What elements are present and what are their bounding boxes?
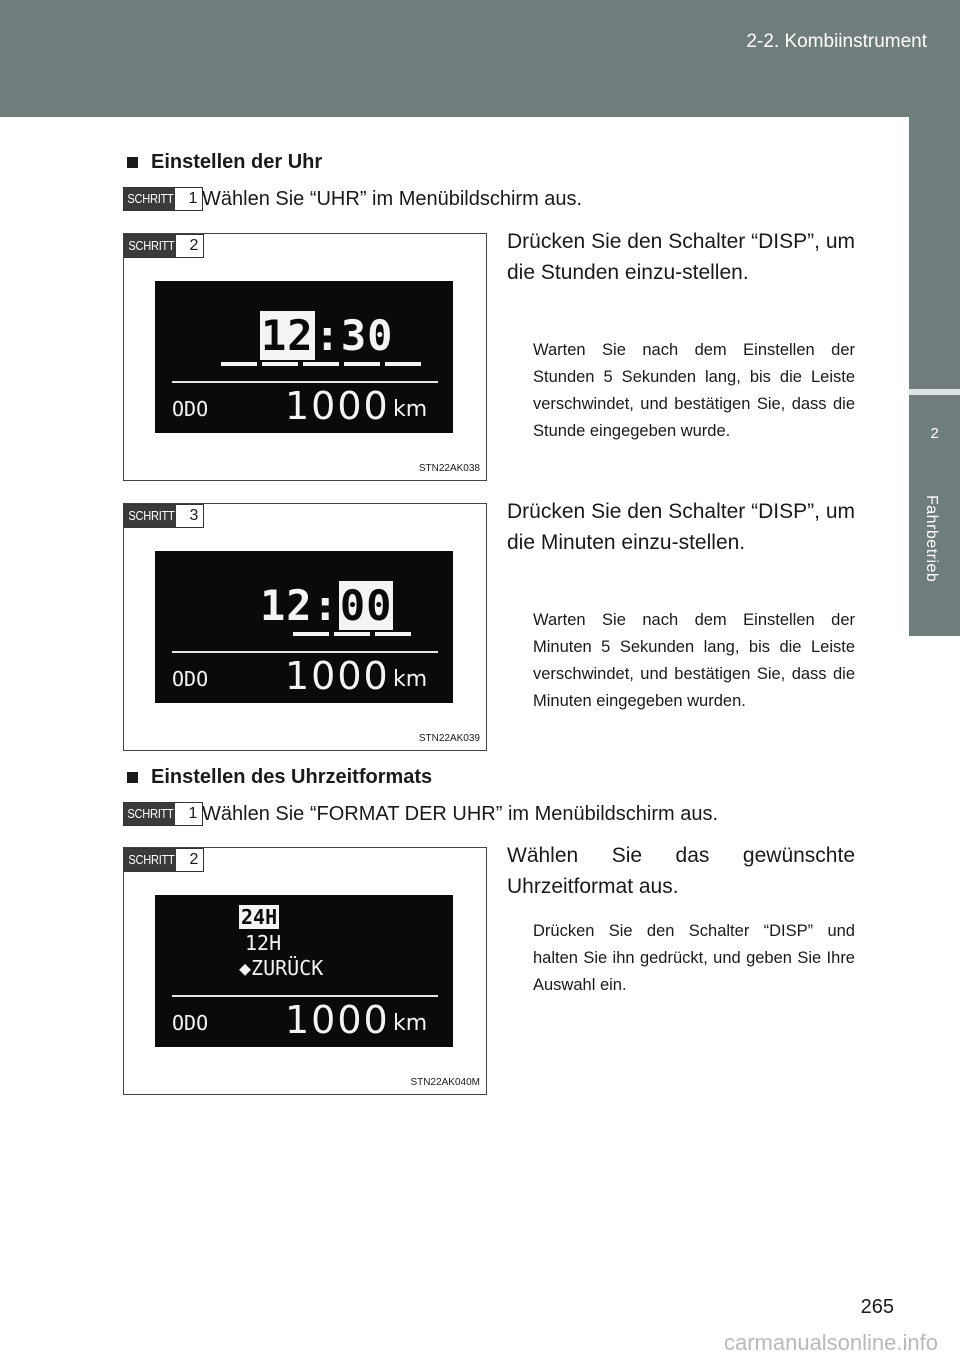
display-divider <box>172 381 438 383</box>
clock-separator: : <box>312 581 339 630</box>
odo-value: 1000 <box>285 998 390 1042</box>
odo-value: 1000 <box>285 384 390 428</box>
section-heading-format <box>127 766 432 789</box>
clock-readout <box>260 311 393 360</box>
menu-option-24h: 24H <box>241 905 278 929</box>
display-divider <box>172 995 438 997</box>
step-label: SCHRITT <box>124 803 175 825</box>
clock-readout <box>260 581 393 630</box>
step-label: SCHRITT <box>125 849 176 871</box>
step-badge <box>123 802 203 826</box>
heading-text: Einstellen der Uhr <box>151 151 323 173</box>
odo-label: ODO <box>172 667 209 691</box>
menu-option-12h: 12H <box>245 931 282 955</box>
section-title: 2-2. Kombiinstrument <box>746 31 927 52</box>
side-tab-upper <box>909 117 960 389</box>
step-number: 1 <box>184 188 202 210</box>
page-header <box>0 0 960 117</box>
odo-value: 1000 <box>285 654 390 698</box>
odo-unit: km <box>393 1011 428 1036</box>
step-label: SCHRITT <box>125 505 176 527</box>
progress-dashes <box>293 632 411 636</box>
figure-caption: STN22AK038 <box>418 463 480 474</box>
odo-label: ODO <box>172 397 209 421</box>
step-label: SCHRITT <box>124 188 175 210</box>
step-number: 3 <box>185 505 203 527</box>
menu-option-back: ◆ZURÜCK <box>239 956 324 980</box>
clock-separator: : <box>314 311 341 360</box>
odo-unit: km <box>393 397 428 422</box>
page-number: 265 <box>860 1296 894 1318</box>
heading-text: Einstellen des Uhrzeitformats <box>151 766 433 788</box>
odo-unit: km <box>393 667 428 692</box>
progress-dashes <box>221 362 421 366</box>
step-note: Warten Sie nach dem Einstellen der Minuten 5 Sekunden lang, bis die Leiste verschwindet, und bestätigen Sie, dass die Minuten eingegeben wurden. <box>533 611 855 710</box>
step-label: SCHRITT <box>125 235 176 257</box>
step-note: Drücken Sie den Schalter “DISP” und halten Sie ihn gedrückt, und geben Sie Ihre Auswahl ein. <box>533 922 855 994</box>
step-badge <box>123 187 203 211</box>
clock-minute: 30 <box>340 311 394 360</box>
step-number: 1 <box>184 803 202 825</box>
figure-hour-setting <box>123 233 487 481</box>
step-text: Wählen Sie “UHR” im Menübildschirm aus. <box>202 188 583 210</box>
chapter-tab-divider <box>909 389 960 395</box>
step-note: Warten Sie nach dem Einstellen der Stunden 5 Sekunden lang, bis die Leiste verschwindet, und bestätigen Sie, dass die Stunde eingegeben wurde. <box>533 341 855 440</box>
step-badge <box>124 504 204 528</box>
figure-caption: STN22AK040M <box>410 1077 480 1088</box>
display-screen <box>155 895 453 1047</box>
step-text: Drücken Sie den Schalter “DISP”, um die Minuten einzu-stellen. <box>507 500 855 554</box>
clock-hour: 12 <box>260 581 313 630</box>
step-number: 2 <box>185 849 203 871</box>
watermark-link[interactable]: carmanualsonline.info <box>723 1330 938 1355</box>
step-number: 2 <box>185 235 203 257</box>
section-heading-clock <box>127 151 322 174</box>
figure-caption: STN22AK039 <box>418 733 480 744</box>
display-screen <box>155 551 453 703</box>
square-bullet-icon <box>127 772 138 783</box>
display-screen <box>155 281 453 433</box>
chapter-number: 2 <box>930 425 939 442</box>
step-text: Wählen Sie das gewünschte Uhrzeitformat aus. <box>507 844 855 898</box>
square-bullet-icon <box>127 157 138 168</box>
figure-format-menu <box>123 847 487 1095</box>
figure-minute-setting <box>123 503 487 751</box>
chapter-name: Fahrbetrieb <box>923 495 940 583</box>
display-divider <box>172 651 438 653</box>
step-text: Wählen Sie “FORMAT DER UHR” im Menübildschirm aus. <box>202 803 719 825</box>
step-text: Drücken Sie den Schalter “DISP”, um die Stunden einzu-stellen. <box>507 230 855 284</box>
step-badge <box>124 848 204 872</box>
odo-label: ODO <box>172 1011 209 1035</box>
step-badge <box>124 234 204 258</box>
clock-minute: 00 <box>339 581 393 630</box>
clock-hour: 12 <box>261 311 314 360</box>
